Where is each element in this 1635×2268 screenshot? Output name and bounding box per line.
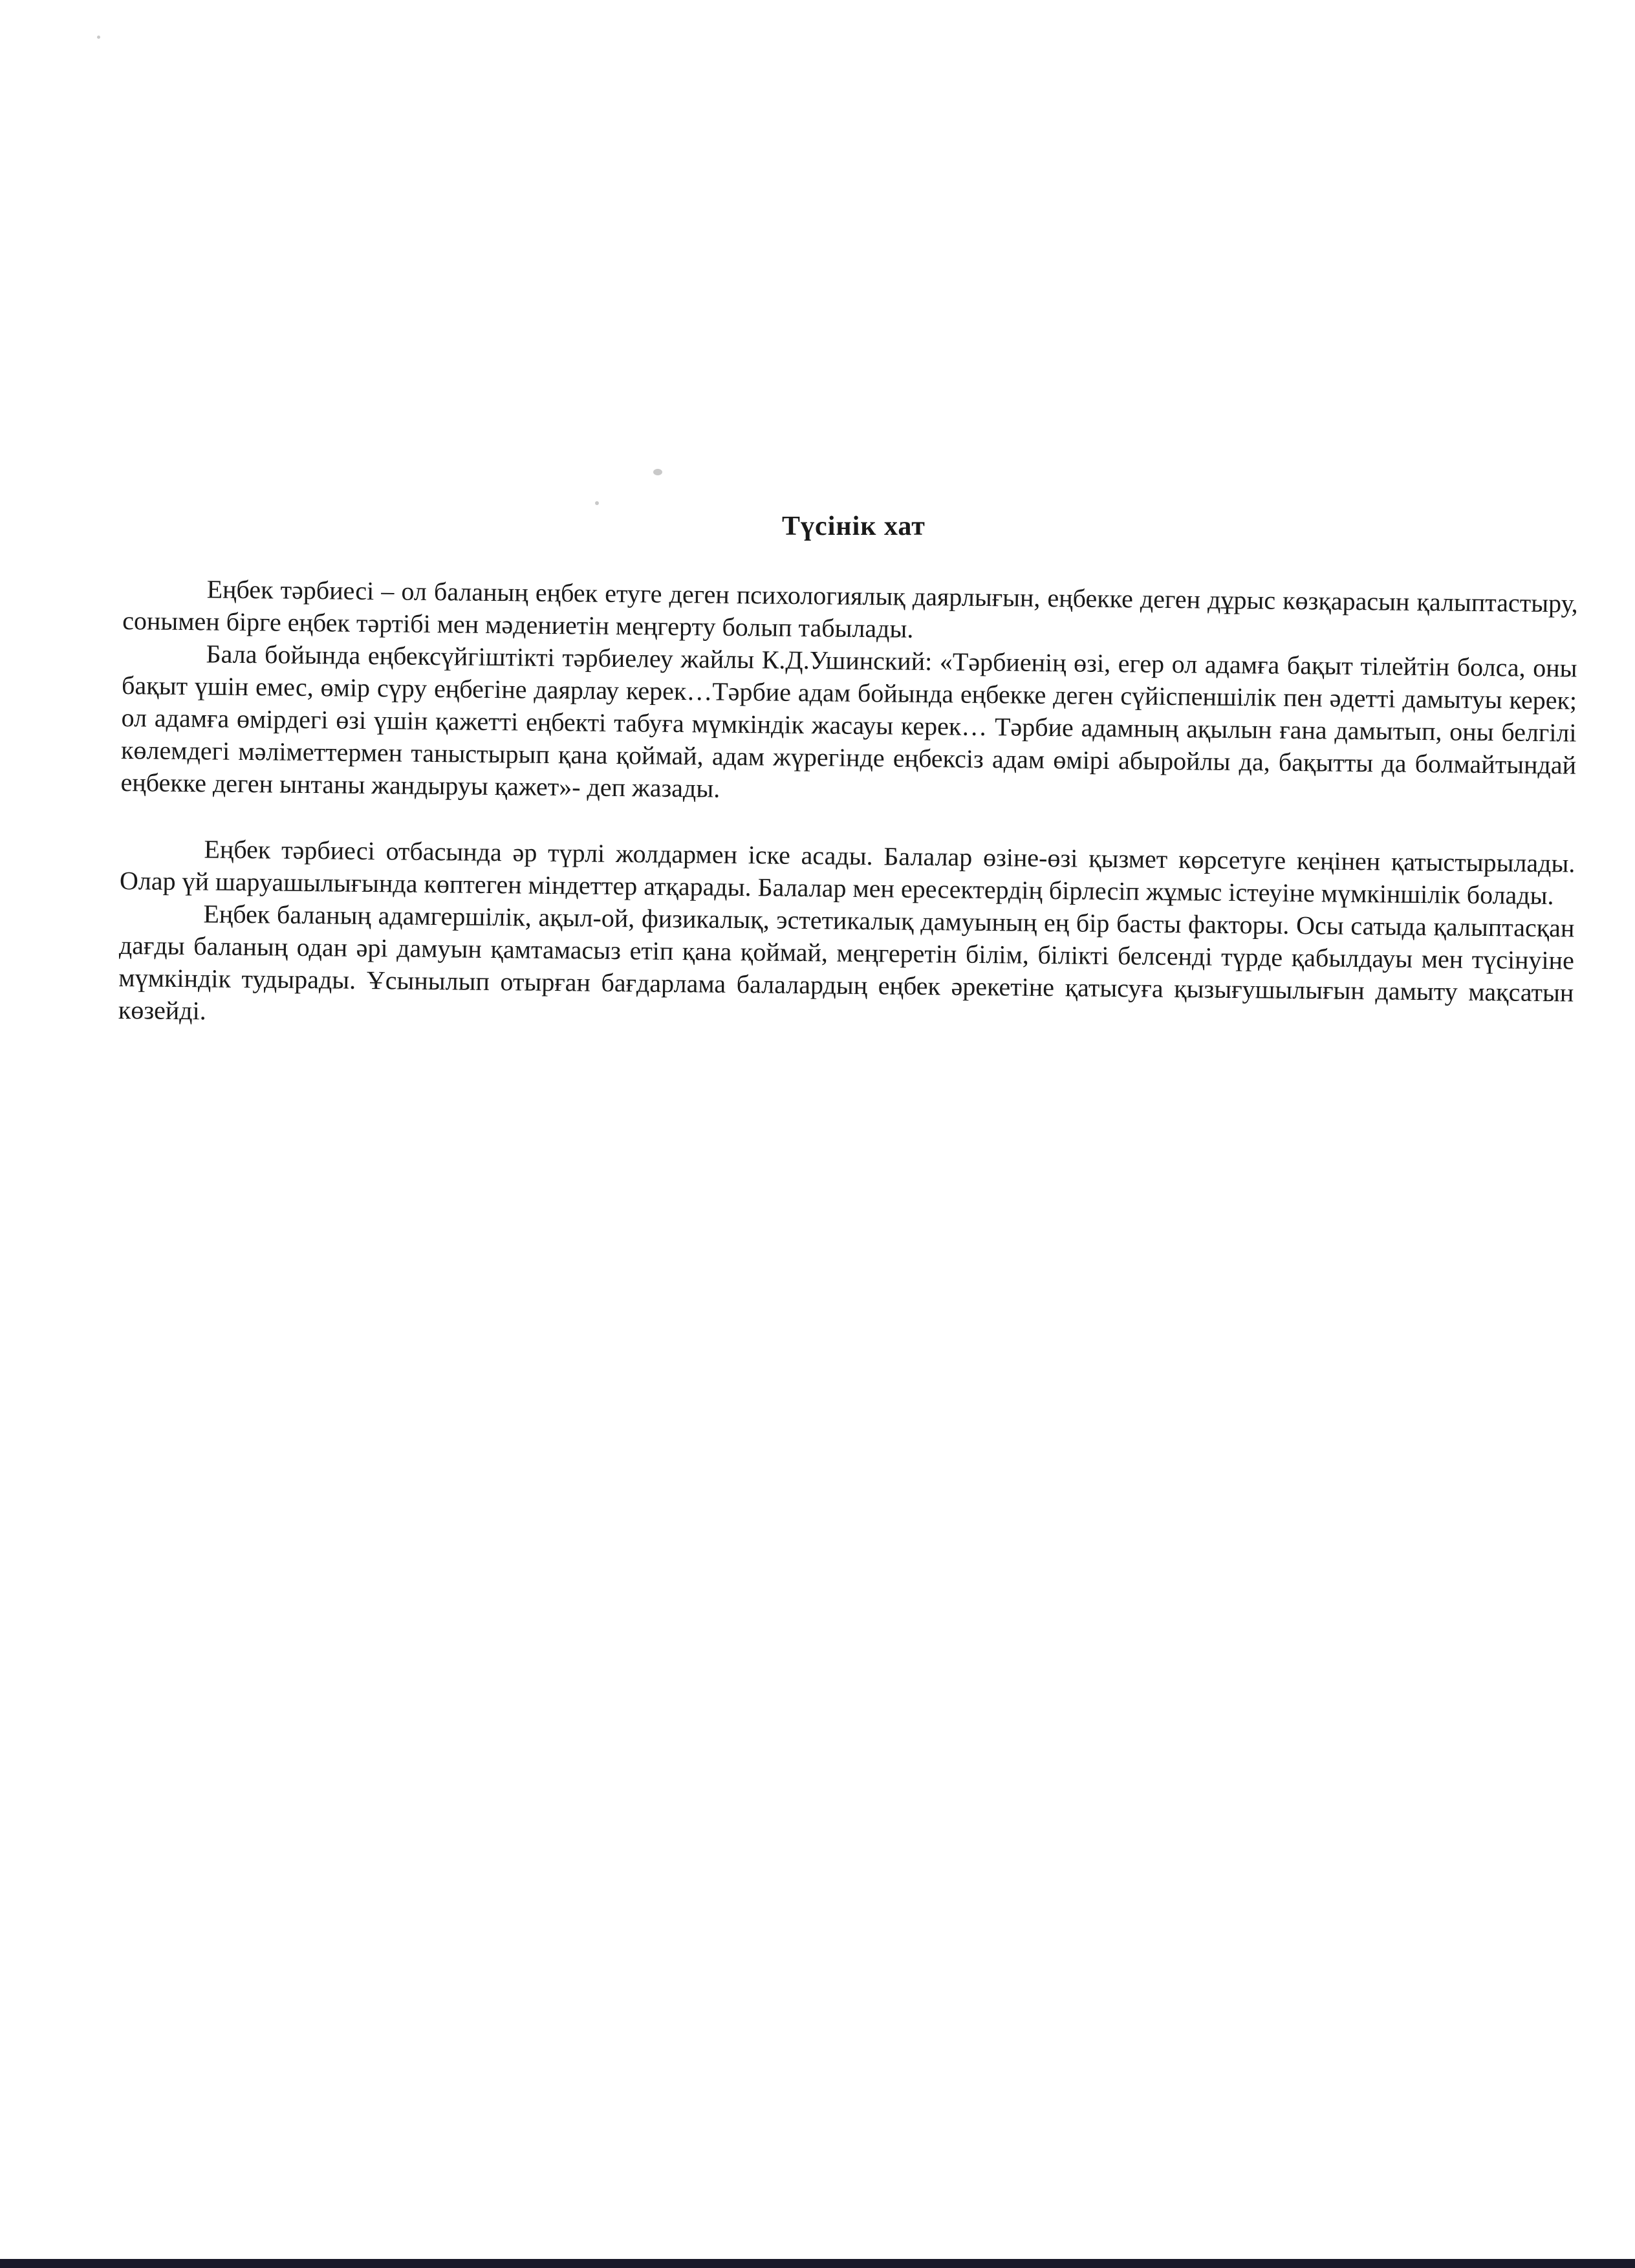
paragraph-family-labor: Еңбек тәрбиесі отбасында әр түрлі жолдармен іске асады. Балалар өзіне-өзі қызмет көрсетуге кеңінен қатыстырылады. Олар үй шаруашылығында көптеген міндеттер атқарады. Балалар мен ересектердің бірлесіп жұмыс істеуіне мүмкіншілік болады. <box>119 834 1575 911</box>
scan-speck <box>595 501 599 505</box>
scan-bottom-edge <box>0 2259 1635 2268</box>
paragraph-ushinsky-quote: Бала бойында еңбексүйгіштікті тәрбиелеу жайлы К.Д.Ушинский: «Тәрбиенің өзі, егер ол адамға бақыт тілейтін болса, оны бақыт үшін емес, өмір сүру еңбегіне даярлау керек…Тәрбие адам бойында еңбекке деген сүйіспеншілік пен әдетті дамытуы керек; ол адамға өмірдегі өзі үшін қажетті еңбекті табуға мүмкіндік жасауы керек… Тәрбие адамның ақылын ғана дамытып, оны белгілі көлемдегі мәліметтермен таныстырып қана қоймай, адам жүрегінде еңбексіз адам өмірі абыройлы да, бақытты да болмайтындай еңбекке деген ынтаны жандыруы қажет»- деп жазады. <box>120 639 1577 803</box>
scan-speck <box>97 36 100 39</box>
paragraph-program-goal: Еңбек баланың адамгершілік, ақыл-ой, физикалық, эстетикалық дамуының ең бір басты факторы. Осы сатыда қалыптасқан дағды баланың одан әрі дамуын қамтамасыз етіп қана қоймай, меңгеретін білім, білікті белсенді түрде қабылдауы мен түсінуіне мүмкіндік тудырады. Ұсынылып отырған бағдарлама балалардың еңбек әрекетіне қатысуға қызығушылығын дамыту мақсатын көзейді. <box>118 899 1575 1026</box>
paragraph-labor-education-definition: Еңбек тәрбиесі – ол баланың еңбек етуге деген психологиялық даярлығын, еңбекке деген дұрыс көзқарасын қалыптастыру, сонымен бірге еңбек тәртібі мен мәдениетін меңгерту болып табылады. <box>122 574 1578 643</box>
document-body <box>118 572 1578 1042</box>
scan-speck <box>653 469 662 475</box>
document-title: Түсінік хат <box>782 512 926 541</box>
